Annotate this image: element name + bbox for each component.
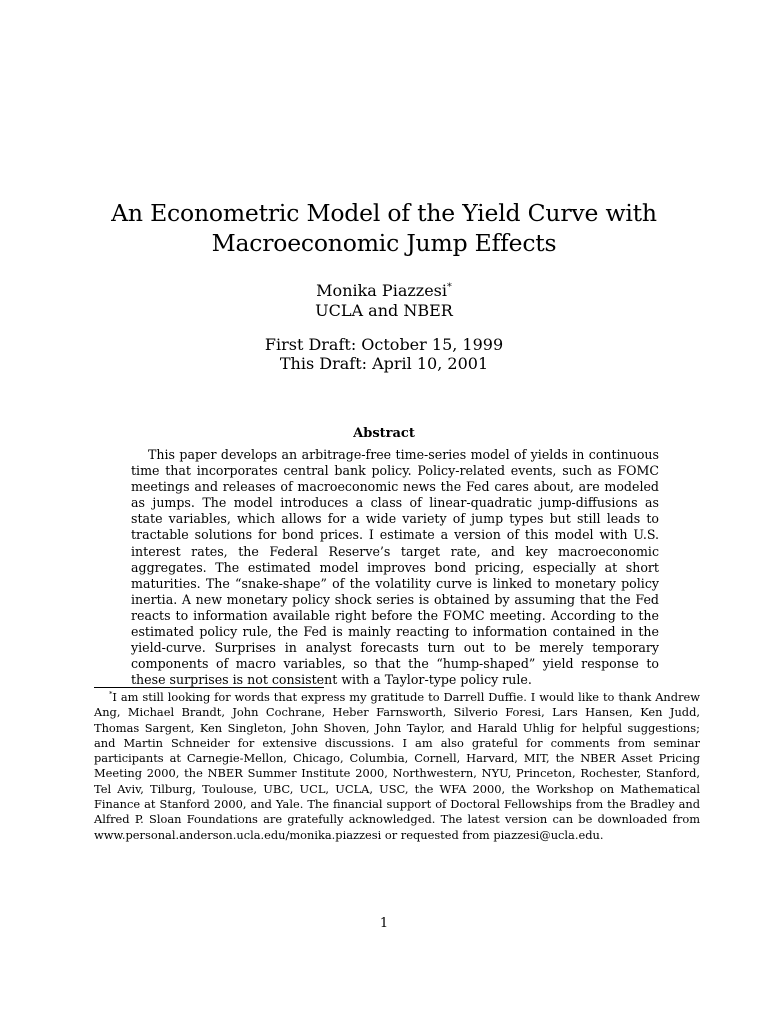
paper-title-line-1: An Econometric Model of the Yield Curve with [111,199,657,227]
author-name: Monika Piazzesi [316,281,448,300]
author-line [0,281,768,300]
abstract-heading: Abstract [353,426,415,441]
first-draft-date: First Draft: October 15, 1999 [264,335,504,354]
acknowledgement-footnote [94,690,700,843]
this-draft-date: This Draft: April 10, 2001 [279,354,489,373]
footnote-text: I am still looking for words that express my gratitude to Darrell Duffie. I would like to thank Andrew Ang, Michael Brandt, John Cochrane, Heber Farnsworth, Silverio Foresi, Lars Hansen, Ken Judd, Thomas Sargent, Ken Singleton, John Shoven, John Taylor, and Harald Uhlig for helpful suggestions; and Martin Schneider for extensive discussions. I am also grateful for comments from seminar participants at Carnegie-Mellon, Chicago, Columbia, Cornell, Harvard, MIT, the NBER Asset Pricing Meeting 2000, the NBER Summer Institute 2000, Northwestern, NYU, Princeton, Rochester, Stanford, Tel Aviv, Tilburg, Toulouse, UBC, UCL, UCLA, USC, the WFA 2000, the Workshop on Mathematical Finance at Stanford 2000, and Yale. The financial support of Doctoral Fellowships from the Bradley and Alfred P. Sloan Foundations are gratefully acknowledged. The latest version can be downloaded from www.personal.anderson.ucla.edu/monika.piazzesi or requested from piazzesi@ucla.edu. [94,690,700,842]
page-number: 1 [379,916,389,931]
author-affiliation: UCLA and NBER [315,301,453,320]
footnote-separator [94,687,324,688]
abstract-body: This paper develops an arbitrage-free time-series model of yields in continuous time that incorporates central bank policy. Policy-related events, such as FOMC meetings and releases of macroeconomic news the Fed cares about, are modeled as jumps. The model introduces a class of linear-quadratic jump-diffusions as state variables, which allows for a wide variety of jump types but still leads to tractable solutions for bond prices. I estimate a version of this model with U.S. interest rates, the Federal Reserve’s target rate, and key macroeconomic aggregates. The estimated model improves bond pricing, especially at short maturities. The “snake-shape” of the volatility curve is linked to monetary policy inertia. A new monetary policy shock series is obtained by assuming that the Fed reacts to information available right before the FOMC meeting. According to the estimated policy rule, the Fed is mainly reacting to information contained in the yield-curve. Surprises in analyst forecasts turn out to be merely temporary components of macro variables, so that the “hump-shaped” yield response to these surprises is not consistent with a Taylor-type policy rule. [131,447,659,688]
footnote-mark: * [109,690,113,699]
author-footnote-mark: * [447,281,452,293]
paper-title-line-2: Macroeconomic Jump Effects [211,229,557,257]
